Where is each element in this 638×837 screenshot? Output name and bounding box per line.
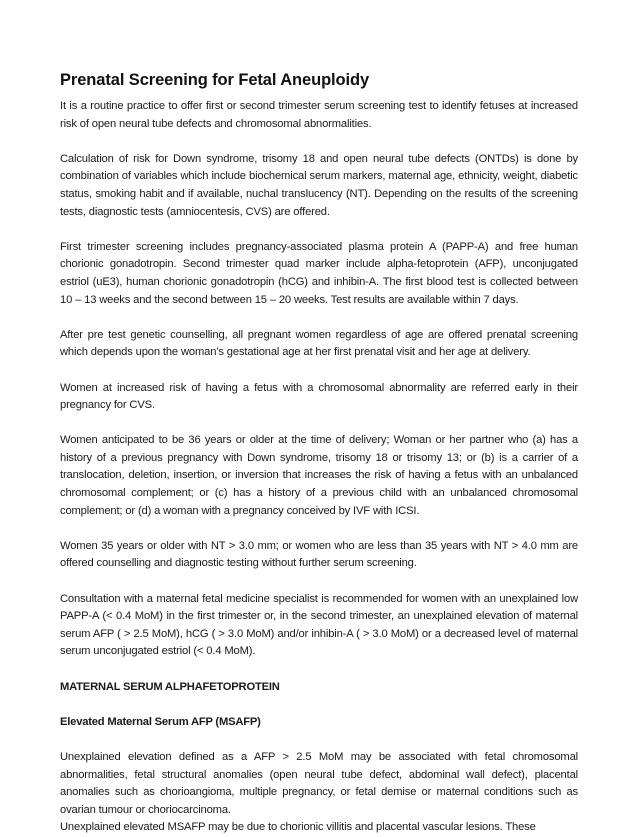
- subsection-heading: Elevated Maternal Serum AFP (MSAFP): [60, 715, 261, 728]
- paragraph-intro: It is a routine practice to offer first or second trimester serum screening test to identify fetuses at increased risk of open neural tube defects and chromosomal abnormalities.: [60, 100, 578, 130]
- paragraph-trimester-screening: First trimester screening includes pregnancy-associated plasma protein A (PAPP-A) and free human chorionic gonadotropin. Second trimester quad marker include alpha-fetoprotein (AFP), unconjugated estriol (uE3), human chorionic gonadotropin (hCG) and inhibin-A. The first blood test is collected between 10 – 13 weeks and the second between 15 – 20 weeks. Test results are available within 7 days.: [60, 240, 578, 306]
- page-title: Prenatal Screening for Fetal Aneuploidy: [60, 71, 370, 89]
- paragraph-genetic-counselling: After pre test genetic counselling, all pregnant women regardless of age are offered prenatal screening which depends upon the woman’s gestational age at her first prenatal visit and her age at delivery.: [60, 328, 578, 359]
- paragraph-risk-calculation: Calculation of risk for Down syndrome, trisomy 18 and open neural tube defects (ONTDs) is done by combination of variables which include biochemical serum markers, maternal age, ethnicity, weight, diabetic status, smoking habit and if available, nuchal translucency (NT). Depending on the results of the screening tests, diagnostic tests (amniocentesis, CVS) are offered.: [60, 152, 578, 218]
- paragraph-nt-criteria: Women 35 years or older with NT > 3.0 mm; or women who are less than 35 years with NT > 4.0 mm are offered counselling and diagnostic testing without further serum screening.: [60, 539, 578, 570]
- paragraph-cvs-referral: Women at increased risk of having a fetus with a chromosomal abnormality are referred early in their pregnancy for CVS.: [60, 381, 578, 412]
- section-heading: MATERNAL SERUM ALPHAFETOPROTEIN: [60, 680, 280, 693]
- paragraph-msafp-causes: Unexplained elevated MSAFP may be due to chorionic villitis and placental vascular lesions. These: [60, 821, 536, 834]
- paragraph-risk-criteria: Women anticipated to be 36 years or older at the time of delivery; Woman or her partner who (a) has a history of a previous pregnancy with Down syndrome, trisomy 18 or trisomy 13; or (b) is a carrier of a translocation, deletion, insertion, or inversion that increases the risk of having a fetus with an unbalanced chromosomal complement; or (c) has a history of a previous child with an unbalanced chromosomal complement; or (d) a woman with a pregnancy conceived by IVF with ICSI.: [60, 434, 578, 517]
- paragraph-msafp-elevation: Unexplained elevation defined as a AFP > 2.5 MoM may be associated with fetal chromosomal abnormalities, fetal structural anomalies (open neural tube defect, abdominal wall defect), placental anomalies such as chorioangioma, multiple pregnancy, or fetal demise or maternal conditions such as ovarian tumour or choriocarcinoma.: [60, 750, 578, 816]
- document-page: [60, 70, 578, 837]
- paragraph-consultation: Consultation with a maternal fetal medicine specialist is recommended for women with an unexplained low PAPP-A (< 0.4 MoM) in the first trimester or, in the second trimester, an unexplained elevation of maternal serum AFP ( > 2.5 MoM), hCG ( > 3.0 MoM) and/or inhibin-A ( > 3.0 MoM) or a decreased level of maternal serum unconjugated estriol (< 0.4 MoM).: [60, 592, 578, 658]
